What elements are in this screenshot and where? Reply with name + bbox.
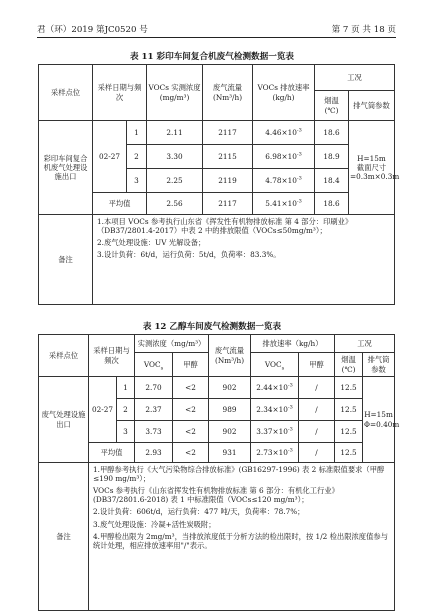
t12-freq-2: 2	[117, 399, 135, 421]
t12-header-temp	[335, 353, 363, 377]
t11-rate-2-base: 6.98×10	[265, 151, 297, 161]
t12-stack-diameter: Φ=0.40m	[364, 419, 400, 429]
t11-note-2: 2.废气处理设施：UV 光解设备；	[97, 238, 206, 248]
t12-header-condition: 工况	[335, 335, 395, 353]
t12-header-rate-vocs: $VOC_s$	[251, 353, 299, 377]
t11-note-1: 1.本项目 VOCs 参考执行山东省《挥发性有机物排放标准 第 4 部分：印刷业》（DB37/2801.4-2017）中表 2 中的排放限值（VOCs≤50mg/m³）；	[97, 217, 353, 236]
t11-temp-1: 18.6	[315, 121, 349, 145]
t12-stack-height: H=15m	[364, 410, 393, 420]
t11-header-rate	[253, 65, 315, 121]
t11-date: 02-27	[93, 121, 127, 193]
t12-flow-3: 902	[209, 421, 251, 443]
report-number: 君（环）2019 第JC0520 号	[37, 25, 148, 35]
t12-vocs-3: 3.73	[135, 421, 173, 443]
t12-note-label: 备注	[39, 463, 89, 611]
t12-meth-rate-3: /	[299, 421, 335, 443]
page-header	[37, 21, 396, 38]
t12-rate-1-base: 2.44×10	[256, 382, 288, 392]
t12-avg-rate	[251, 443, 299, 463]
t11-rate-2-exp: -3	[296, 151, 302, 158]
t12-meth-rate-2: /	[299, 399, 335, 421]
t12-meth-1: <2	[173, 377, 209, 399]
t12-header-vocs: $VOC_s$	[135, 353, 173, 377]
t12-temp-title: 烟温	[341, 355, 356, 365]
t12-temp-2: 12.5	[335, 399, 363, 421]
table-row	[39, 443, 395, 463]
t11-header-voc-conc	[147, 65, 203, 121]
t12-meth-rate-1: /	[299, 377, 335, 399]
table12-caption: 表 12 乙醇车间废气检测数据一览表	[142, 322, 282, 332]
t11-freq-3: 3	[127, 169, 147, 193]
t12-note-4: 3.废气处理设施：冷凝+活性炭吸附；	[93, 519, 216, 529]
t12-note-1: 1.甲醇参考执行《大气污染物综合排放标准》(GB16297-1996) 表 2 标准限值要求（甲醇≤190 mg/m³）；	[93, 465, 385, 484]
t12-header-rate-methanol: 甲醇	[299, 353, 335, 377]
t11-rate-2	[253, 145, 315, 169]
t11-rate-title: VOCs 排放速率	[257, 83, 310, 93]
t11-stack-size-label: 截面尺寸	[356, 162, 387, 172]
t12-avg-rate-exp: -3	[287, 447, 293, 454]
t12-note-2: VOCs 参考执行《山东省挥发性有机物排放标准 第 6 部分：有机化工行业》(DB37/2801.6-2018) 表 1 中标准限值（VOCs≤120 mg/m³）；	[93, 486, 339, 505]
t11-rate-1	[253, 121, 315, 145]
t12-rate-1-exp: -3	[287, 382, 293, 389]
t12-rate-1	[251, 377, 299, 399]
t12-flow-unit: (Nm³/h)	[214, 355, 245, 365]
t11-freq-2: 2	[127, 145, 147, 169]
t11-header-site: 采样点位	[39, 65, 93, 121]
t11-note-3: 3.设计负荷：6t/d，运行负荷：5t/d，负荷率：83.3%。	[97, 250, 281, 260]
table-row	[39, 193, 395, 215]
t11-voc-conc-title: VOCs 实测浓度	[148, 83, 201, 93]
t12-flow-1: 902	[209, 377, 251, 399]
t11-temp-3: 18.4	[315, 169, 349, 193]
table12	[38, 334, 400, 611]
t11-rate-1-exp: -3	[296, 127, 302, 134]
t12-header-rate: 排放速率（kg/h）	[251, 335, 335, 353]
table-row	[39, 377, 395, 399]
t11-note-label: 备注	[39, 215, 93, 305]
t11-avg-rate-base: 5.41×10	[265, 198, 297, 208]
t11-stack-params	[349, 121, 400, 215]
t12-notes	[89, 463, 395, 611]
t12-vocs-2: 2.37	[135, 399, 173, 421]
t12-avg-meth-rate: /	[299, 443, 335, 463]
t11-header-date: 采样日期与频次	[93, 65, 147, 121]
t11-site: 彩印车间复合机废气处理设施出口	[39, 121, 93, 215]
t11-temp-unit: (℃)	[324, 105, 339, 115]
t11-freq-1: 1	[127, 121, 147, 145]
t11-voc-conc-unit: (mg/m³)	[159, 92, 190, 102]
table-row	[39, 121, 395, 145]
t12-avg-label: 平均值	[89, 443, 135, 463]
t11-temp-2: 18.9	[315, 145, 349, 169]
t11-rate-3-exp: -3	[296, 175, 302, 182]
t12-site: 废气处理设施出口	[39, 377, 89, 463]
t11-conc-1: 2.11	[147, 121, 203, 145]
t12-note-5: 4.甲醇检出限为 2mg/m³，当排放浓度低于分析方法的检出限时，按 1/2 检出限浓度值参与统计处理，相应排放速率用"/"表示。	[93, 531, 388, 550]
t12-avg-vocs: 2.93	[135, 443, 173, 463]
t11-rate-3	[253, 169, 315, 193]
t11-flow-2: 2115	[203, 145, 253, 169]
t11-rate-3-base: 4.78×10	[265, 175, 297, 185]
t11-stack-size: =0.3m×0.3m	[350, 172, 400, 182]
t11-conc-2: 3.30	[147, 145, 203, 169]
t11-header-stack: 排气筒参数	[349, 91, 395, 121]
t12-meth-2: <2	[173, 399, 209, 421]
t12-freq-1: 1	[117, 377, 135, 399]
t11-rate-1-base: 4.46×10	[265, 127, 297, 137]
t11-flow-title: 废气流量	[212, 83, 243, 93]
t12-header-conc: 实测浓度（mg/m³）	[135, 335, 209, 353]
t11-avg-temp: 18.6	[315, 193, 349, 215]
t12-rate-3-exp: -3	[287, 426, 293, 433]
t12-rate-2-exp: -3	[287, 404, 293, 411]
t11-avg-label: 平均值	[93, 193, 147, 215]
t11-flow-3: 2119	[203, 169, 253, 193]
t11-header-temp	[315, 91, 349, 121]
t12-meth-3: <2	[173, 421, 209, 443]
t12-date: 02-27	[89, 377, 117, 443]
t11-avg-flow: 2117	[203, 193, 253, 215]
t12-avg-meth: <2	[173, 443, 209, 463]
t11-conc-3: 2.25	[147, 169, 203, 193]
t11-flow-1: 2117	[203, 121, 253, 145]
t11-header-flow	[203, 65, 253, 121]
t11-rate-unit: (kg/h)	[272, 92, 295, 102]
table11	[38, 64, 400, 305]
t11-notes	[93, 215, 395, 305]
t11-avg-rate	[253, 193, 315, 215]
t12-header-stack: 排气筒参数	[363, 353, 395, 377]
t11-stack-height: H=15m	[357, 153, 386, 163]
t12-rate-2-base: 2.34×10	[256, 404, 288, 414]
t12-rate-3	[251, 421, 299, 443]
t12-flow-2: 989	[209, 399, 251, 421]
t11-temp-title: 烟温	[324, 96, 339, 106]
t12-vocs-1: 2.70	[135, 377, 173, 399]
t12-flow-title: 废气流量	[214, 346, 245, 356]
t12-temp-1: 12.5	[335, 377, 363, 399]
t12-stack-params	[363, 377, 400, 463]
page-number: 第 7 页 共 18 页	[331, 25, 396, 35]
t12-avg-temp: 12.5	[335, 443, 363, 463]
t11-header-condition: 工况	[315, 65, 395, 91]
t12-freq-3: 3	[117, 421, 135, 443]
t12-header-flow	[209, 335, 251, 377]
t12-header-date: 采样日期与频次	[89, 335, 135, 377]
t11-avg-conc: 2.56	[147, 193, 203, 215]
t12-temp-3: 12.5	[335, 421, 363, 443]
t12-rate-2	[251, 399, 299, 421]
t12-avg-flow: 931	[209, 443, 251, 463]
t12-avg-rate-base: 2.73×10	[256, 447, 288, 457]
t12-header-site: 采样点位	[39, 335, 89, 377]
t12-rate-3-base: 3.37×10	[256, 426, 288, 436]
t11-avg-rate-exp: -3	[296, 198, 302, 205]
t12-temp-unit: (℃)	[341, 364, 356, 374]
t12-header-methanol: 甲醇	[173, 353, 209, 377]
table11-caption: 表 11 彩印车间复合机废气检测数据一览表	[129, 52, 295, 62]
t11-flow-unit: (Nm³/h)	[212, 92, 243, 102]
t12-note-3: 2.设计负荷：606t/d，运行负荷：477 吨/天，负荷率：78.7%；	[93, 507, 305, 517]
